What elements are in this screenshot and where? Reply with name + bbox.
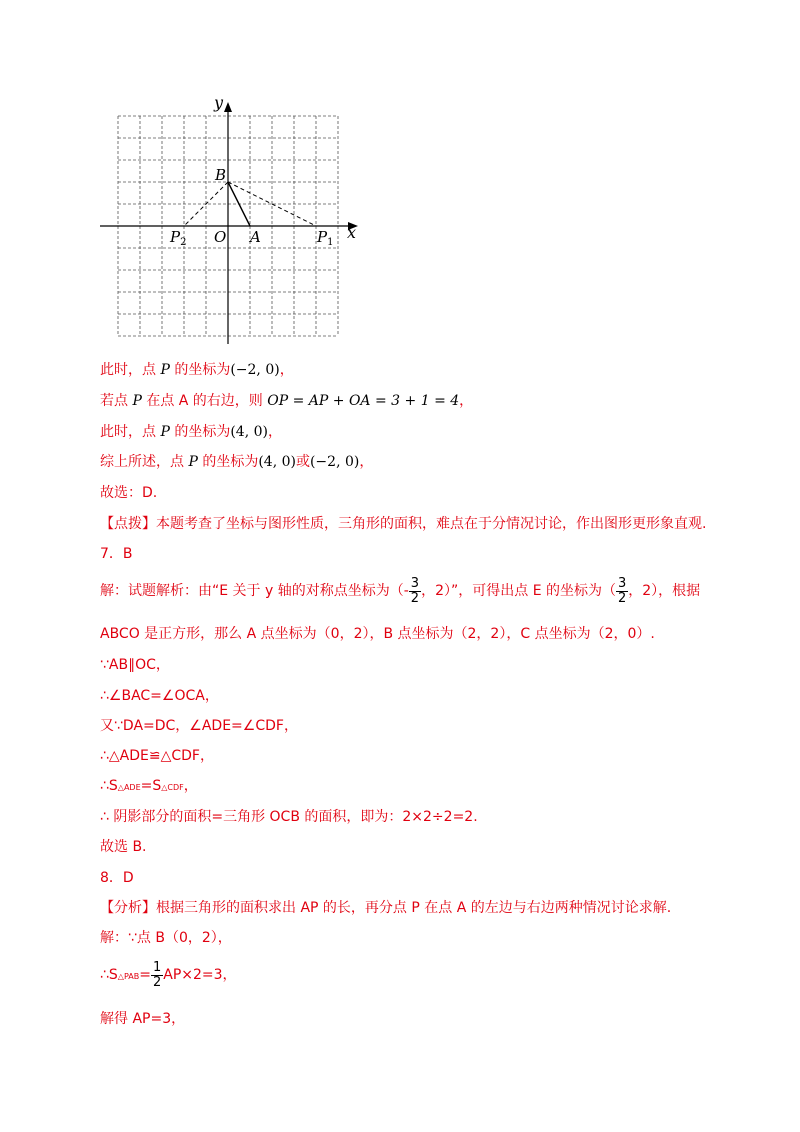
fraction-1-2: $\frac{1}{2}$: [152, 959, 162, 990]
line-3: 此时，点 P 的坐标为(4, 0)，: [100, 424, 282, 440]
point-P1-label: [316, 228, 333, 248]
line-12: 又∵DA=DC，∠ADE=∠CDF，: [100, 718, 298, 734]
fraction-3-2-b: $\frac{3}{2}$: [617, 575, 627, 606]
line-17: 8．D: [100, 870, 134, 886]
y-axis-label: y: [214, 93, 224, 112]
line-5: 故选：D.: [100, 485, 158, 501]
line-19: 解：∵点 B（0，2），: [100, 930, 232, 946]
line-11: ∴∠BAC=∠OCA，: [100, 688, 219, 704]
line-16: 故选 B.: [100, 839, 147, 855]
point-P2-sub: 2: [180, 237, 187, 248]
line-20: ∴S△PAB= $\frac{1}{2}$ AP×2=3，: [100, 959, 237, 990]
point-A-label: A: [250, 228, 261, 246]
y-axis-arrow: [224, 102, 232, 112]
coordinate-figure: [96, 92, 366, 350]
point-P2-letter: P: [170, 228, 181, 246]
line-6: 【点拨】本题考查了坐标与图形性质，三角形的面积，难点在于分情况讨论，作出图形更形象直观.: [100, 516, 707, 532]
point-B-label: B: [215, 166, 227, 184]
line-2: 若点 P 在点 A 的右边，则 OP = AP + OA = 3 + 1 = 4，: [100, 393, 474, 409]
line-9: ABCO 是正方形，那么 A 点坐标为（0，2），B 点坐标为（2，2），C 点坐标为（2，0）.: [100, 626, 655, 642]
line-18: 【分析】根据三角形的面积求出 AP 的长，再分点 P 在点 A 的左边与右边两种情况讨论求解.: [100, 900, 672, 916]
segment-BA: [228, 182, 250, 226]
line-7: 7．B: [100, 546, 133, 562]
line-1: 此时，点 P 的坐标为(−2, 0)，: [100, 362, 294, 378]
origin-label: O: [214, 228, 227, 246]
point-P1-sub: 1: [327, 237, 334, 248]
line-10: ∵AB∥OC，: [100, 657, 170, 673]
line-21: 解得 AP=3，: [100, 1011, 186, 1027]
point-P1-letter: P: [317, 228, 328, 246]
line-4: 综上所述，点 P 的坐标为(4, 0)或(−2, 0)，: [100, 454, 374, 470]
line-14: ∴S△ADE=S△CDF，: [100, 778, 198, 794]
line-8: 解：试题解析：由“E 关于 y 轴的对称点坐标为（- $\frac{3}{2}$ ，2）”，可得出点 E 的坐标为（ $\frac{3}{2}$ ，2），根据: [100, 575, 701, 606]
line-15: ∴ 阴影部分的面积=三角形 OCB 的面积，即为：2×2÷2=2.: [100, 809, 478, 825]
x-axis-label: x: [347, 223, 357, 242]
fraction-3-2-a: $\frac{3}{2}$: [410, 575, 420, 606]
line-13: ∴△ADE≌△CDF，: [100, 748, 214, 764]
